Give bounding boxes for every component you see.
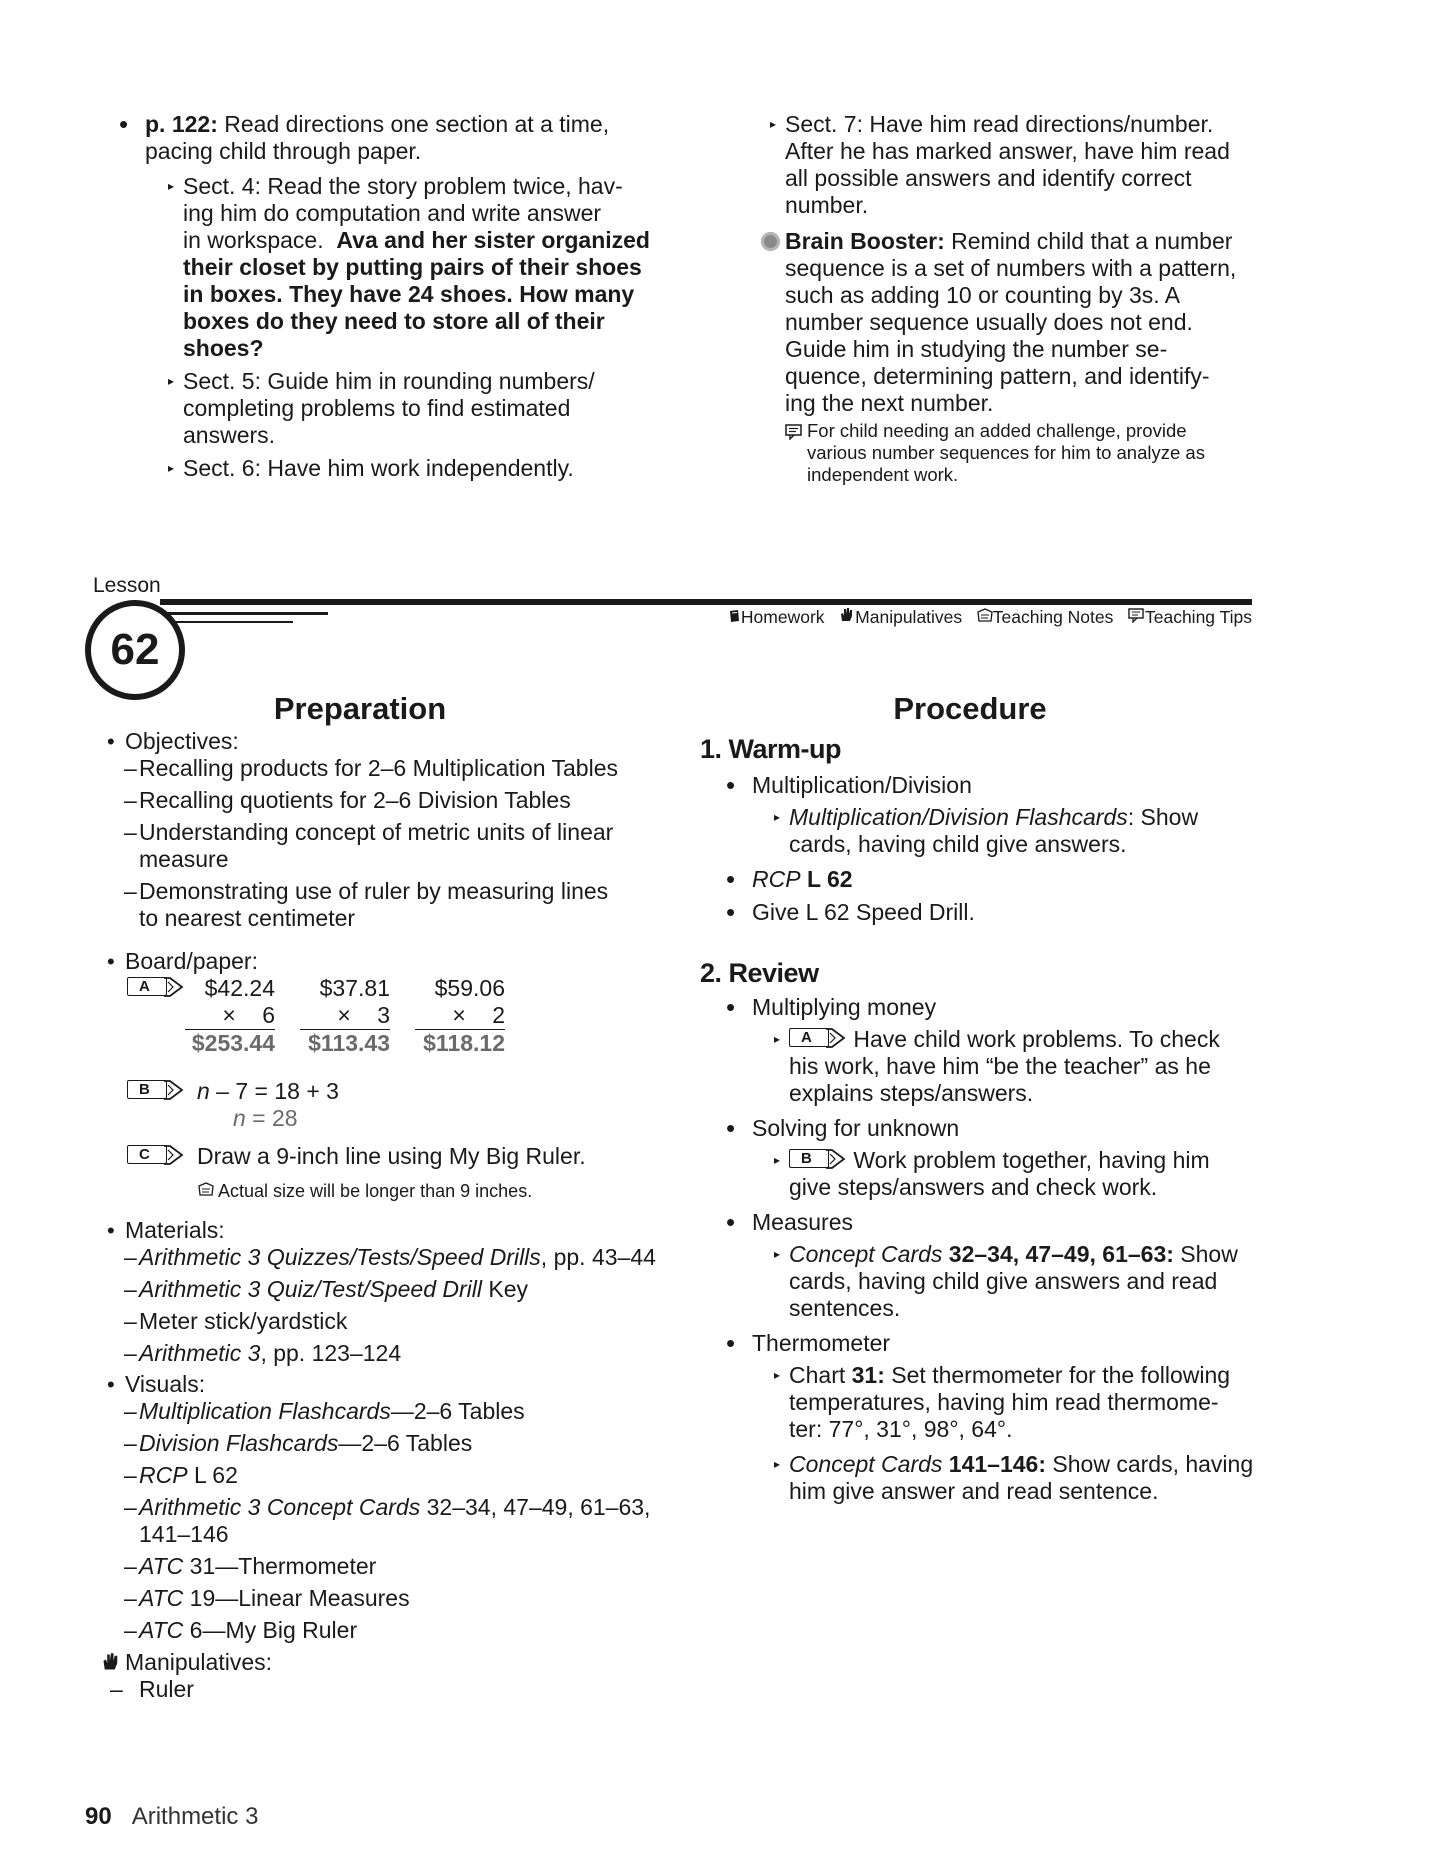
- visual-rest: —2–6 Tables: [390, 1398, 525, 1424]
- warmup-speed-drill: [726, 897, 975, 927]
- brain-booster-line-2: sequence is a set of numbers with a pattern,: [785, 255, 1237, 281]
- visual-rest: —2–6 Tables: [338, 1430, 473, 1456]
- legend-manipulatives: Manipulatives: [855, 607, 963, 627]
- material-rest: Meter stick/yardstick: [139, 1308, 348, 1334]
- visual-title: ATC: [139, 1617, 184, 1643]
- warmup-rcp: [726, 864, 853, 894]
- board-c-note-text: Actual size will be longer than 9 inches.: [218, 1181, 533, 1201]
- book-title: Arithmetic 3: [131, 1803, 259, 1830]
- problem-answer: $118.12: [423, 1030, 505, 1056]
- money-problem-3: [405, 975, 505, 1057]
- lesson-header-accent-line-1: [160, 612, 328, 615]
- material-rest: , pp. 123–124: [260, 1340, 402, 1366]
- su-line-1: Work problem together, having him: [853, 1147, 1210, 1173]
- step-b-marker: [789, 1147, 847, 1171]
- sect7-line-1: Sect. 7: Have him read directions/number.: [785, 111, 1214, 137]
- triangle-bullet-icon: ▸: [774, 1368, 781, 1382]
- chart-number: 31:: [851, 1362, 885, 1388]
- triangle-bullet-icon: ▸: [774, 1247, 781, 1261]
- su-step: [774, 1147, 1269, 1201]
- story-problem-line-5: shoes?: [183, 335, 264, 361]
- concept-cards-2-step: [774, 1451, 1269, 1505]
- sect5-line-1: Sect. 5: Guide him in rounding numbers/: [183, 368, 595, 394]
- warmup-mult-div: [726, 770, 972, 800]
- speed-drill-text: Give L 62 Speed Drill.: [752, 899, 975, 925]
- visuals-label: Visuals:: [125, 1371, 206, 1397]
- brain-booster-line-5: Guide him in studying the number se-: [785, 336, 1168, 362]
- sect6-line: Sect. 6: Have him work independently.: [183, 455, 574, 481]
- objective-item: Recalling products for 2–6 Multiplication Tables: [139, 755, 619, 781]
- brain-booster-line-7: ing the next number.: [785, 390, 994, 416]
- brain-booster-line-3: such as adding 10 or counting by 3s. A: [785, 282, 1181, 308]
- review-measures: [726, 1207, 853, 1237]
- money-problem-2: [290, 975, 390, 1057]
- problem-top: $37.81: [319, 975, 390, 1001]
- concept-cards-line-2: cards, having child give answers and read: [789, 1268, 1218, 1294]
- concept-cards-2-line-2: him give answer and read sentence.: [789, 1478, 1159, 1504]
- mm-line-3: explains steps/answers.: [789, 1080, 1034, 1106]
- triangle-bullet-icon: ▸: [770, 117, 777, 131]
- problem-top: $42.24: [204, 975, 275, 1001]
- visual-title: Division Flashcards: [139, 1430, 339, 1456]
- step-letter: B: [139, 1081, 150, 1098]
- su-line-2: give steps/answers and check work.: [789, 1174, 1158, 1200]
- review-multiplying-money: [726, 992, 937, 1022]
- equation-rest: – 7 = 18 + 3: [209, 1078, 339, 1104]
- hand-icon: [839, 606, 855, 628]
- story-problem-line-4: boxes do they need to store all of their: [183, 308, 605, 334]
- problem-top: $59.06: [434, 975, 505, 1001]
- hand-icon: [101, 1651, 121, 1679]
- triangle-bullet-icon: ▸: [168, 374, 175, 388]
- visual-rest: L 62: [187, 1462, 238, 1488]
- teaching-tip-icon: [785, 423, 803, 445]
- objectives-section: • Objectives: – Recalling products for 2–6 Multiplication Tables – Recalling quotients for 2–6 Division Tables – Understanding concept of metric units of linear measure – Demonstrating use of ruler by measuring lines to nearest centimeter: [125, 728, 665, 932]
- triangle-bullet-icon: ▸: [774, 810, 781, 824]
- step-letter: C: [139, 1146, 150, 1163]
- lesson-number-badge: [85, 600, 185, 700]
- top-left-column: [119, 109, 665, 165]
- bullet-dot: •: [726, 770, 736, 800]
- warmup-mult-div-text: Multiplication/Division: [752, 772, 972, 798]
- review-thermometer: [726, 1328, 891, 1358]
- flashcards-line-2: cards, having child give answers.: [789, 831, 1127, 857]
- concept-cards-numbers: 32–34, 47–49, 61–63:: [942, 1241, 1174, 1267]
- preparation-title: Preparation: [273, 691, 447, 726]
- material-title: Arithmetic 3 Quiz/Test/Speed Drill: [139, 1276, 483, 1302]
- answer-variable: n: [233, 1105, 246, 1131]
- story-problem-line-2: their closet by putting pairs of their shoes: [183, 254, 642, 280]
- flashcards-rest: : Show: [1127, 804, 1199, 830]
- manipulatives-label: Manipulatives:: [125, 1649, 273, 1675]
- p122-bullet: [119, 109, 665, 165]
- chart-step: [774, 1362, 1269, 1443]
- materials-section: • Materials: – Arithmetic 3 Quizzes/Tests/Speed Drills, pp. 43–44 – Arithmetic 3 Quiz/Test/Speed Drill Key – Meter stick/yardstick – Arithmetic 3, pp. 123–124: [107, 1217, 656, 1366]
- brain-booster-line-6: quence, determining pattern, and identify-: [785, 363, 1210, 389]
- problem-multiplier: × 2: [415, 1002, 505, 1030]
- rcp-lesson: L 62: [800, 866, 853, 892]
- visual-title: ATC: [139, 1553, 184, 1579]
- warmup-flashcards: [774, 804, 1269, 858]
- objective-item: Demonstrating use of ruler by measuring lines: [139, 878, 609, 904]
- sect7-line-2: After he has marked answer, have him read: [785, 138, 1230, 164]
- equation-answer: [233, 1105, 298, 1132]
- sect7-line-4: number.: [785, 192, 869, 218]
- homework-icon: [728, 606, 741, 628]
- brain-booster-line-4: number sequence usually does not end.: [785, 309, 1193, 335]
- concept-cards-rest: Show: [1173, 1241, 1238, 1267]
- solving-unknown-text: Solving for unknown: [752, 1115, 960, 1141]
- sect4-line-2: ing him do computation and write answer: [183, 200, 602, 226]
- legend-teaching-tips: Teaching Tips: [1144, 607, 1252, 627]
- page-number: 90: [85, 1803, 112, 1830]
- problem-multiplier: × 3: [300, 1002, 390, 1030]
- sect5-block: [168, 368, 673, 449]
- money-problem-1: [175, 975, 275, 1057]
- teaching-notes-icon: [198, 1181, 214, 1201]
- page-ref-text: Read directions one section at a time, pacing child through paper.: [145, 111, 610, 164]
- teaching-tip-line-2: various number sequences for him to analyze as: [807, 442, 1205, 463]
- objective-item: Recalling quotients for 2–6 Division Tables: [139, 787, 571, 813]
- flashcards-title: Multiplication/Division Flashcards: [789, 804, 1128, 830]
- step-c-marker: [127, 1143, 185, 1169]
- triangle-bullet-icon: ▸: [168, 179, 175, 193]
- page-ref-label: p. 122:: [145, 111, 218, 137]
- page-footer: [85, 1803, 258, 1831]
- sect5-line-3: answers.: [183, 422, 276, 448]
- answer-rest: = 28: [245, 1105, 298, 1131]
- bullet-dot: •: [726, 864, 736, 894]
- manipulative-item: Ruler: [139, 1676, 194, 1702]
- brain-booster-label: Brain Booster:: [785, 228, 945, 254]
- teaching-tip-line-3: independent work.: [807, 464, 959, 485]
- story-problem-line-3: in boxes. They have 24 shoes. How many: [183, 281, 635, 307]
- story-problem-line-1: Ava and her sister organized: [336, 227, 650, 253]
- warmup-heading: 1. Warm-up: [700, 734, 842, 764]
- procedure-title: Procedure: [893, 691, 1047, 726]
- triangle-bullet-icon: ▸: [774, 1153, 781, 1167]
- chart-line-2: temperatures, having him read thermome-: [789, 1389, 1219, 1415]
- triangle-bullet-icon: ▸: [774, 1032, 781, 1046]
- material-title: Arithmetic 3: [139, 1340, 261, 1366]
- review-heading: 2. Review: [700, 958, 819, 988]
- brain-booster-line-1: Remind child that a number: [951, 228, 1233, 254]
- mm-line-2: his work, have him “be the teacher” as he: [789, 1053, 1211, 1079]
- teaching-tip-line-1: For child needing an added challenge, provide: [807, 420, 1187, 441]
- bullet-dot: •: [107, 729, 115, 754]
- bullet-dot: •: [726, 1207, 736, 1237]
- multiplying-money-text: Multiplying money: [752, 994, 937, 1020]
- visuals-section: • Visuals: – Multiplication Flashcards—2–6 Tables – Division Flashcards—2–6 Tables – RCP L 62 – Arithmetic 3 Concept Cards 32–34, 47–49, 61–63, 141–146 – ATC 31—Thermometer – ATC 19—Linear Measures – ATC 6—My Big Ruler: [107, 1371, 651, 1643]
- lesson-header-accent-line-2: [160, 621, 293, 623]
- triangle-bullet-icon: ▸: [168, 461, 175, 475]
- concept-cards-line-3: sentences.: [789, 1295, 901, 1321]
- step-b-marker: [127, 1078, 185, 1104]
- sect4-line-1: Sect. 4: Read the story problem twice, hav-: [183, 173, 623, 199]
- visual-title: RCP: [139, 1462, 188, 1488]
- equation-row: [197, 1078, 339, 1105]
- manipulatives-section: Manipulatives: – Ruler: [125, 1649, 665, 1703]
- visual-title: Arithmetic 3 Concept Cards: [139, 1494, 421, 1520]
- board-c-note: [198, 1180, 532, 1202]
- legend-homework: Homework: [740, 607, 825, 627]
- step-letter: A: [139, 978, 150, 995]
- mm-line-1: Have child work problems. To check: [853, 1026, 1220, 1052]
- bullet-dot: •: [107, 1372, 115, 1397]
- board-c-text: Draw a 9-inch line using My Big Ruler.: [197, 1143, 586, 1169]
- sect7-line-3: all possible answers and identify correct: [785, 165, 1192, 191]
- equation-variable: n: [197, 1078, 210, 1104]
- material-rest: Key: [482, 1276, 529, 1302]
- step-letter: B: [801, 1150, 812, 1167]
- triangle-bullet-icon: ▸: [774, 1457, 781, 1471]
- icon-legend: [728, 606, 1252, 628]
- rcp-label: RCP: [752, 866, 801, 892]
- legend-teaching-notes: Teaching Notes: [992, 607, 1114, 627]
- bullet-dot: •: [107, 949, 115, 974]
- bullet-dot: •: [726, 992, 736, 1022]
- visual-rest: 19—Linear Measures: [183, 1585, 410, 1611]
- visual-rest-cont: 141–146: [139, 1521, 229, 1547]
- material-rest: , pp. 43–44: [540, 1244, 656, 1270]
- objective-item: Understanding concept of metric units of linear: [139, 819, 614, 845]
- teaching-tips-icon: [1128, 606, 1145, 628]
- lesson-label: Lesson: [93, 574, 161, 597]
- problem-answer: $113.43: [308, 1030, 390, 1056]
- concept-cards-step: [774, 1241, 1269, 1322]
- objective-item-cont: to nearest centimeter: [139, 905, 356, 931]
- lesson-number: 62: [110, 625, 160, 674]
- lesson-header-rule: [160, 599, 1252, 605]
- review-solving-unknown: [726, 1113, 960, 1143]
- materials-label: Materials:: [125, 1217, 225, 1243]
- sect7-block: [770, 111, 1275, 219]
- brain-booster-block: [785, 228, 1275, 417]
- visual-rest: 31—Thermometer: [183, 1553, 377, 1579]
- objective-item-cont: measure: [139, 846, 229, 872]
- visual-rest: 32–34, 47–49, 61–63,: [420, 1494, 651, 1520]
- bullet-dot: •: [726, 897, 736, 927]
- chart-line-3: ter: 77°, 31°, 98°, 64°.: [789, 1416, 1013, 1442]
- visual-rest: 6—My Big Ruler: [183, 1617, 358, 1643]
- problem-multiplier: × 6: [185, 1002, 275, 1030]
- teaching-notes-icon: [977, 606, 993, 628]
- concept-cards-2-numbers: 141–146:: [942, 1451, 1047, 1477]
- bullet-dot: •: [726, 1328, 736, 1358]
- step-letter: A: [801, 1029, 812, 1046]
- material-title: Arithmetic 3 Quizzes/Tests/Speed Drills: [139, 1244, 541, 1270]
- problem-answer: $253.44: [191, 1030, 275, 1056]
- measures-text: Measures: [752, 1209, 853, 1235]
- sect4-line-3: in workspace.: [183, 227, 324, 253]
- concept-cards-title: Concept Cards: [789, 1241, 943, 1267]
- brain-icon: [761, 232, 780, 251]
- chart-pre: Chart: [789, 1362, 852, 1388]
- teaching-tip-block: [807, 420, 1277, 486]
- step-a-marker: [789, 1026, 847, 1050]
- sect6-block: [168, 455, 673, 482]
- objectives-label: Objectives:: [125, 728, 239, 754]
- chart-rest: Set thermometer for the following: [884, 1362, 1231, 1388]
- visual-title: Multiplication Flashcards: [139, 1398, 391, 1424]
- bullet-dot: •: [107, 1218, 115, 1243]
- mm-step: [774, 1026, 1269, 1107]
- board-label: Board/paper:: [125, 948, 258, 974]
- concept-cards-2-title: Concept Cards: [789, 1451, 943, 1477]
- board-label-row: [107, 948, 258, 975]
- bullet-dot: •: [726, 1113, 736, 1143]
- bullet-dot: •: [119, 109, 129, 139]
- sect4-block: [168, 173, 673, 362]
- thermometer-text: Thermometer: [752, 1330, 891, 1356]
- concept-cards-2-rest: Show cards, having: [1046, 1451, 1254, 1477]
- visual-title: ATC: [139, 1585, 184, 1611]
- sect5-line-2: completing problems to find estimated: [183, 395, 571, 421]
